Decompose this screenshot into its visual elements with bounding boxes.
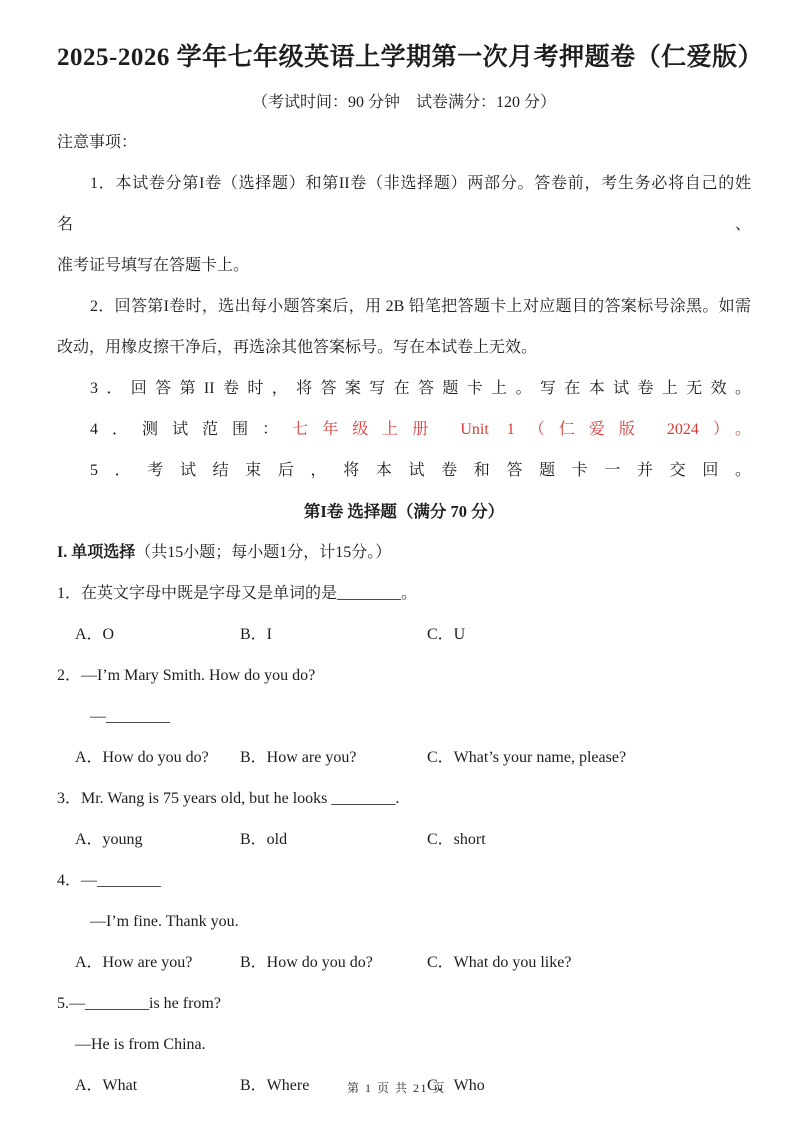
notice-item-2-line-2: 改动，用橡皮擦干净后，再选涂其他答案标号。写在本试卷上无效。	[57, 339, 538, 356]
option-a: A．O	[75, 626, 115, 643]
option-c: C．Who	[427, 1077, 485, 1094]
part1-heading: 第I卷 选择题（满分 70 分）	[303, 502, 505, 521]
option-b: B．old	[240, 831, 288, 848]
option-a: A．How do you do?	[75, 749, 209, 766]
option-a: A．young	[75, 831, 143, 848]
question-3-options	[57, 819, 751, 860]
notice-item-4	[57, 409, 751, 450]
question-4-stem: 4．—________	[57, 872, 162, 889]
notice-item-2-line-1: 2．回答第I卷时，选出每小题答案后，用 2B 铅笔把答题卡上对应题目的答案标号涂黑。如需	[90, 298, 751, 315]
option-b: B．Where	[240, 1077, 310, 1094]
option-b: B．I	[240, 626, 273, 643]
question-5-reply: —He is from China.	[75, 1036, 206, 1053]
exam-time-score-subtitle: （考试时间：90 分钟 试卷满分：120 分）	[251, 94, 556, 111]
option-b: B．How do you do?	[240, 954, 373, 971]
option-c: C．What do you like?	[427, 954, 572, 971]
question-1-stem: 1．在英文字母中既是字母又是单词的是________。	[57, 585, 418, 602]
question-2-options	[57, 737, 751, 778]
option-c: C．U	[427, 626, 466, 643]
question-1	[57, 573, 751, 655]
question-3	[57, 778, 751, 860]
option-a: A．How are you?	[75, 954, 193, 971]
option-c: C．short	[427, 831, 486, 848]
section1-heading	[57, 532, 751, 573]
question-1-options	[57, 614, 751, 655]
option-b: B．How are you?	[240, 749, 357, 766]
question-4-options	[57, 942, 751, 983]
section1-label: I. 单项选择	[57, 544, 136, 561]
notice-item-5: 5．考试结束后，将本试卷和答题卡一并交回。	[90, 462, 751, 479]
question-2-reply: —________	[90, 708, 170, 725]
question-2-stem: 2．—I’m Mary Smith. How do you do?	[57, 667, 316, 684]
question-3-stem: 3．Mr. Wang is 75 years old, but he looks ________.	[57, 790, 400, 807]
notice-item-1-line-1: 1．本试卷分第I卷（选择题）和第II卷（非选择题）两部分。答卷前，考生务必将自己的姓名、	[57, 175, 751, 233]
option-a: A．What	[75, 1077, 138, 1094]
section1-note: （共15小题；每小题1分，计15分。）	[135, 544, 392, 561]
notice-item-4-prefix: 4．测试范围：	[90, 421, 293, 438]
question-2	[57, 655, 751, 778]
question-4	[57, 860, 751, 983]
notice-heading: 注意事项：	[57, 134, 138, 151]
test-scope-highlight: 七年级上册 Unit 1（仁爱版 2024）。	[292, 421, 751, 438]
question-5-stem: 5.—________is he from?	[57, 995, 221, 1012]
page-title: 2025-2026 学年七年级英语上学期第一次月考押题卷（仁爱版）	[57, 44, 764, 71]
notice-item-3: 3．回答第II卷时，将答案写在答题卡上。写在本试卷上无效。	[90, 380, 751, 397]
option-c: C．What’s your name, please?	[427, 749, 627, 766]
page-number-footer: 第 1 页 共 21 页	[346, 1081, 446, 1095]
question-4-reply: —I’m fine. Thank you.	[90, 913, 239, 930]
notice-item-1-line-2: 准考证号填写在答题卡上。	[57, 257, 250, 274]
